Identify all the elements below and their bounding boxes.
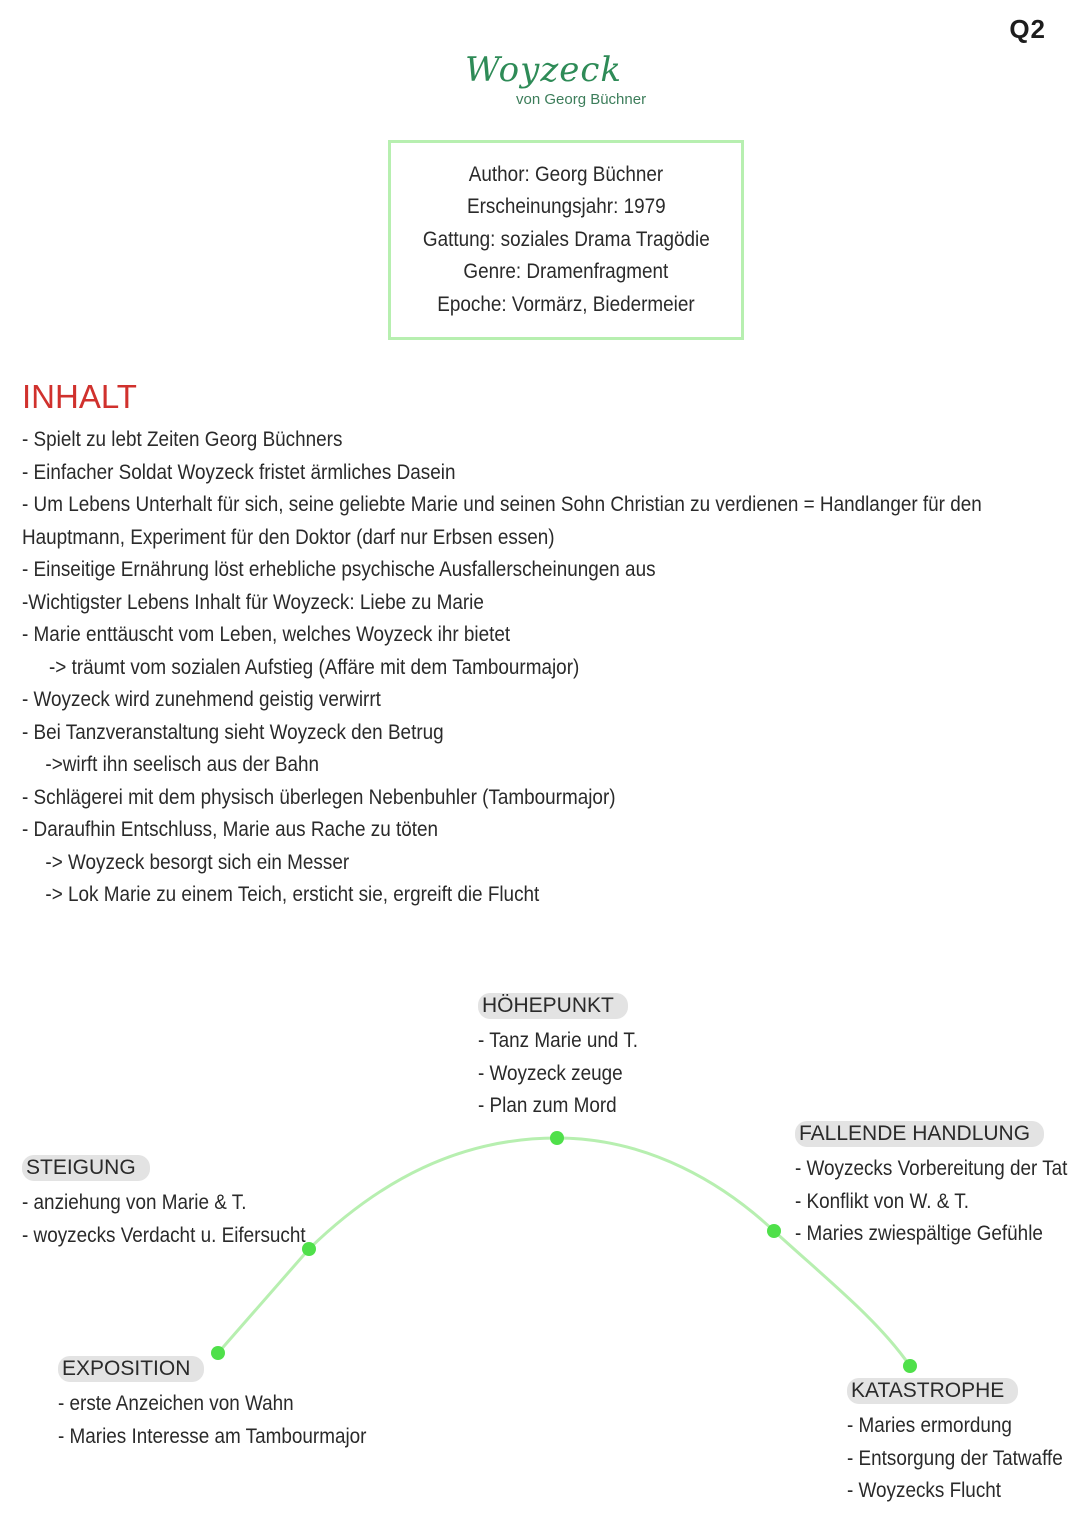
stage-item: - Maries ermordung: [847, 1414, 1012, 1437]
stage-exposition: [58, 1356, 401, 1453]
info-genre: Genre: Dramenfragment: [463, 260, 669, 284]
info-epoche: Epoche: Vormärz, Biedermeier: [437, 292, 695, 316]
document-subtitle: von Georg Büchner: [516, 91, 647, 108]
stage-label: HÖHEPUNKT: [478, 993, 628, 1019]
inhalt-subline: -> träumt vom sozialen Aufstieg (Affäre mit dem Tambourmajor): [49, 655, 580, 679]
stage-item: - erste Anzeichen von Wahn: [58, 1392, 294, 1415]
arc-dot-hoehepunkt: [550, 1131, 564, 1145]
info-author: Author: Georg Büchner: [468, 162, 664, 186]
inhalt-subline: -> Woyzeck besorgt sich ein Messer: [45, 850, 350, 874]
stage-item: - Konflikt von W. & T.: [795, 1189, 970, 1213]
inhalt-line: - Daraufhin Entschluss, Marie aus Rache zu töten: [22, 818, 439, 841]
stage-fallende-handlung: [795, 1121, 1080, 1251]
stage-item: - Maries Interesse am Tambourmajor: [58, 1424, 367, 1448]
stage-label: STEIGUNG: [22, 1155, 150, 1181]
document-title: Woyzeck: [465, 50, 622, 90]
inhalt-subline: -> Lok Marie zu einem Teich, ersticht sie, ergreift die Flucht: [45, 883, 540, 906]
stage-item: - woyzecks Verdacht u. Eifersucht: [22, 1223, 306, 1247]
inhalt-line: - Woyzeck wird zunehmend geistig verwirrt: [22, 688, 381, 711]
arc-dot-katastrophe: [903, 1359, 917, 1373]
inhalt-line: - Spielt zu lebt Zeiten Georg Büchners: [22, 428, 343, 451]
inhalt-line: - Einseitige Ernährung löst erhebliche psychische Ausfallerscheinungen aus: [22, 558, 656, 581]
stage-item: - Plan zum Mord: [478, 1094, 617, 1117]
stage-item: - Woyzecks Flucht: [847, 1479, 1002, 1502]
stage-label: FALLENDE HANDLUNG: [795, 1121, 1044, 1147]
info-gattung: Gattung: soziales Drama Tragödie: [422, 227, 710, 251]
inhalt-subline: ->wirft ihn seelisch aus der Bahn: [45, 753, 320, 776]
inhalt-line: - Schlägerei mit dem physisch überlegen Nebenbuhler (Tambourmajor): [22, 785, 616, 809]
info-year: Erscheinungsjahr: 1979: [466, 195, 666, 219]
inhalt-line: - Marie enttäuscht vom Leben, welches Woyzeck ihr bietet: [22, 623, 511, 646]
inhalt-line: -Wichtigster Lebens Inhalt für Woyzeck: Liebe zu Marie: [22, 590, 484, 614]
stage-item: - anziehung von Marie & T.: [22, 1191, 247, 1214]
stage-item: - Entsorgung der Tatwaffe: [847, 1446, 1063, 1470]
stage-hoehepunkt: [478, 993, 656, 1123]
stage-katastrophe: [847, 1378, 1080, 1508]
page-code: Q2: [1009, 14, 1046, 44]
arc-dot-fallende: [767, 1224, 781, 1238]
stage-item: - Maries zwiespältige Gefühle: [795, 1222, 1043, 1245]
inhalt-line: - Bei Tanzveranstaltung sieht Woyzeck den Betrug: [22, 720, 444, 744]
stage-label: EXPOSITION: [58, 1356, 204, 1382]
inhalt-line: - Um Lebens Unterhalt für sich, seine geliebte Marie und seinen Sohn Christian zu verdienen = Handlanger für den: [22, 493, 982, 516]
stage-item: - Woyzecks Vorbereitung der Tat: [795, 1157, 1068, 1180]
inhalt-line: Hauptmann, Experiment für den Doktor (darf nur Erbsen essen): [22, 525, 555, 549]
inhalt-heading: INHALT: [22, 378, 137, 415]
stage-item: - Woyzeck zeuge: [478, 1061, 623, 1085]
stage-item: - Tanz Marie und T.: [478, 1029, 639, 1052]
stage-label: KATASTROPHE: [847, 1378, 1018, 1404]
stage-steigung: [22, 1155, 337, 1252]
inhalt-line: - Einfacher Soldat Woyzeck fristet ärmliches Dasein: [22, 460, 456, 484]
